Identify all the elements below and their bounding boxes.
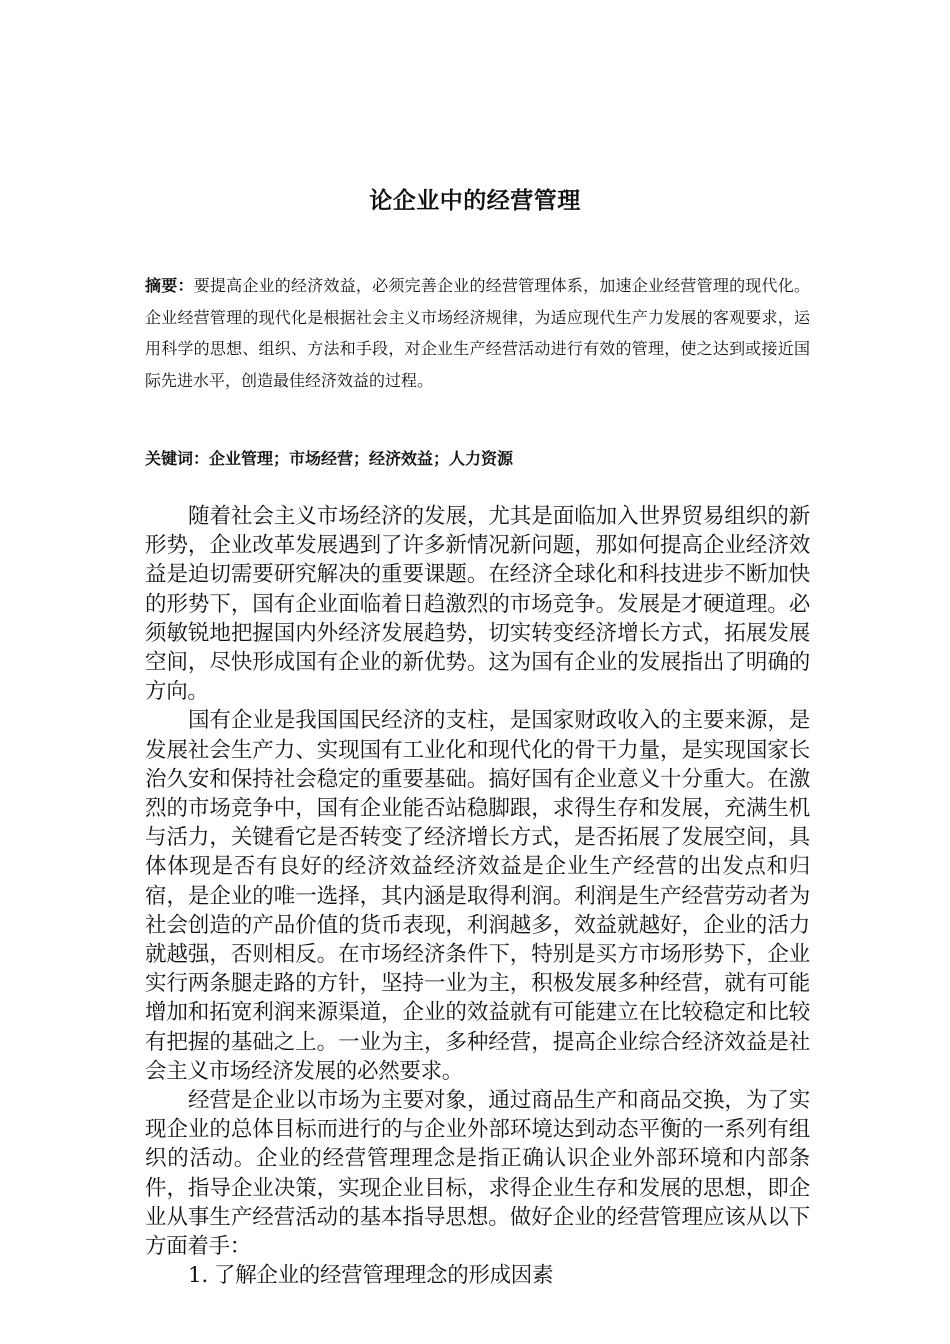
abstract (145, 270, 810, 396)
body-text (145, 502, 810, 1290)
paragraph-3: 经营是企业以市场为主要对象，通过商品生产和商品交换，为了实现企业的总体目标而进行的与企业外部环境达到动态平衡的一系列有组织的活动。企业的经营管理理念是指正确认识企业外部环境和内部条件，指导企业决策，实现企业目标，求得企业生存和发展的思想，即企业从事生产经营活动的基本指导思想。做好企业的经营管理应该从以下方面着手： (145, 1088, 810, 1260)
list-item-text: 了解企业的经营管理理念的形成因素 (214, 1263, 554, 1289)
document-title: 论企业中的经营管理 (369, 188, 581, 214)
list-item (145, 1261, 810, 1290)
paragraph-1: 随着社会主义市场经济的发展，尤其是面临加入世界贸易组织的新形势，企业改革发展遇到了许多新情况新问题，那如何提高企业经济效益是迫切需要研究解决的重要课题。在经济全球化和科技进步不断加快的形势下，国有企业面临着日趋激烈的市场竞争。发展是才硬道理。必须敏锐地把握国内外经济发展趋势，切实转变经济增长方式，拓展发展空间，尽快形成国有企业的新优势。这为国有企业的发展指出了明确的方向。 (145, 504, 810, 705)
paragraph-2: 国有企业是我国国民经济的支柱，是国家财政收入的主要来源，是发展社会生产力、实现国有工业化和现代化的骨干力量，是实现国家长治久安和保持社会稳定的重要基础。搞好国有企业意义十分重大。在激烈的市场竞争中，国有企业能否站稳脚跟，求得生存和发展，充满生机与活力，关键看它是否转变了经济增长方式，是否拓展了发展空间，具体体现是否有良好的经济效益经济效益是企业生产经营的出发点和归宿，是企业的唯一选择，其内涵是取得利润。利润是生产经营劳动者为社会创造的产品价值的货币表现，利润越多，效益就越好，企业的活力就越强，否则相反。在市场经济条件下，特别是买方市场形势下，企业实行两条腿走路的方针，坚持一业为主，积极发展多种经营，就有可能增加和拓宽利润来源渠道，企业的效益就有可能建立在比较稳定和比较有把握的基础之上。一业为主，多种经营，提高企业综合经济效益是社会主义市场经济发展的必然要求。 (145, 708, 810, 1084)
keywords: 关键词：企业管理；市场经营；经济效益；人力资源 (145, 449, 514, 468)
abstract-label: 摘要： (145, 276, 194, 295)
abstract-text: 要提高企业的经济效益，必须完善企业的经营管理体系，加速企业经营管理的现代化。企业经营管理的现代化是根据社会主义市场经济规律，为适应现代生产力发展的客观要求，运用科学的思想、组织、方法和手段，对企业生产经营活动进行有效的管理，使之达到或接近国际先进水平，创造最佳经济效益的过程。 (145, 276, 810, 390)
list-item-number: 1. (188, 1263, 208, 1289)
